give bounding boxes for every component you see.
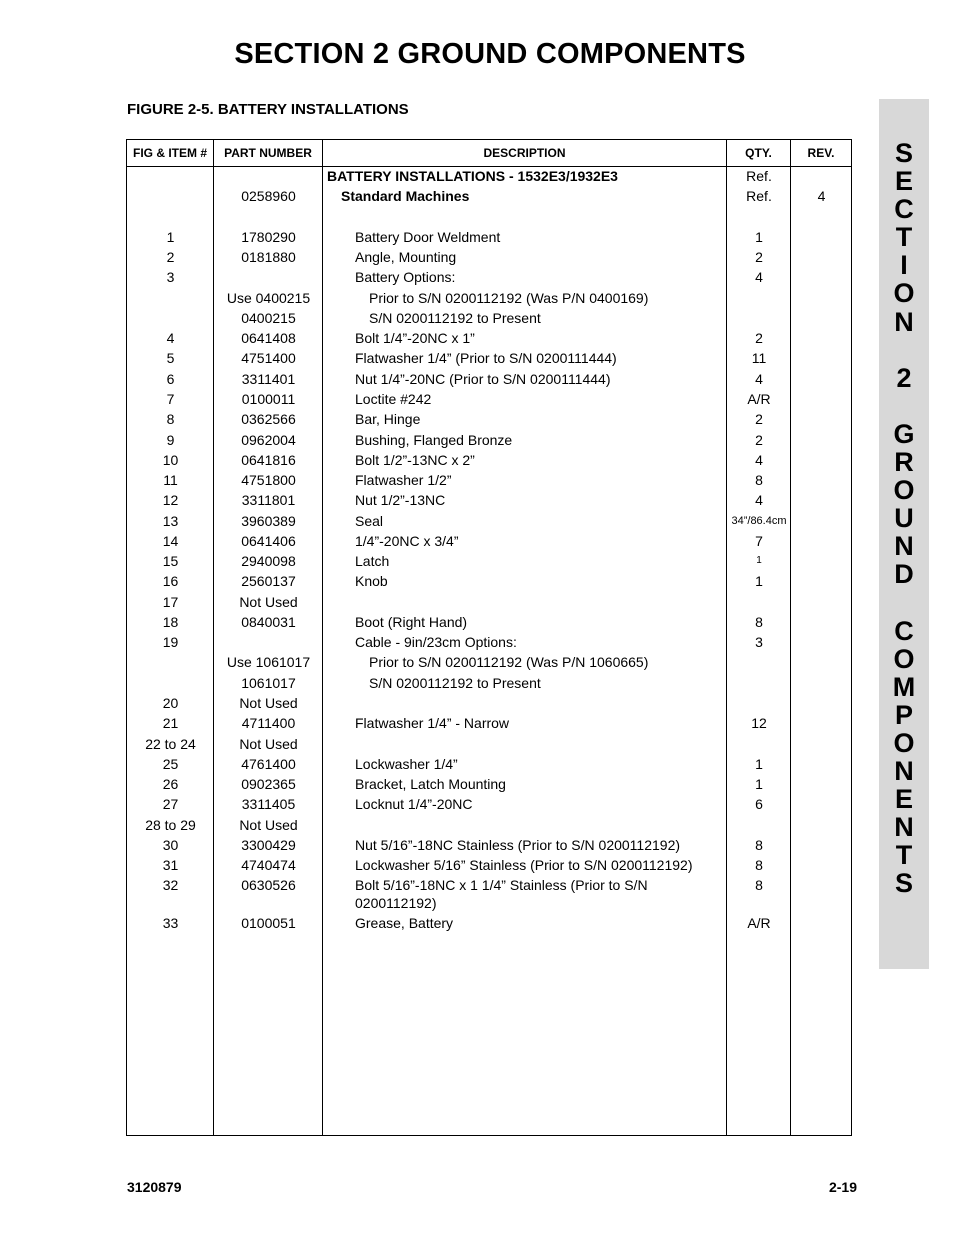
- part-number: 0100051: [241, 915, 296, 931]
- quantity: 6: [755, 796, 763, 812]
- side-tab-letter: M: [892, 671, 916, 702]
- part-number: Not Used: [239, 736, 298, 752]
- side-tab-letter: 2: [896, 362, 912, 393]
- description: Boot (Right Hand): [355, 614, 468, 630]
- part-number: Use 0400215: [226, 290, 311, 306]
- item-number: 28 to 29: [145, 817, 196, 833]
- quantity: 2: [755, 411, 763, 427]
- header-item: FIG & ITEM #: [132, 146, 207, 160]
- description: Prior to S/N 0200112192 (Was P/N 1060665): [369, 654, 649, 670]
- table-header: [127, 140, 851, 167]
- description: Loctite #242: [355, 391, 432, 407]
- side-tab-letter: C: [894, 194, 914, 225]
- side-tab-letter: N: [894, 812, 914, 843]
- side-tab-letter: E: [894, 784, 913, 815]
- part-number: 1061017: [241, 675, 296, 691]
- description: Latch: [355, 553, 390, 569]
- side-tab-letter: R: [894, 447, 914, 478]
- item-number: 1: [166, 229, 175, 245]
- item-number: 25: [162, 756, 179, 772]
- document-number: 3120879: [127, 1179, 182, 1195]
- revision: 4: [817, 188, 826, 204]
- item-number: 7: [166, 391, 175, 407]
- item-number: 4: [166, 330, 175, 346]
- quantity: 8: [755, 472, 763, 488]
- description: Bar, Hinge: [355, 411, 421, 427]
- description: Bushing, Flanged Bronze: [355, 432, 513, 448]
- description: 1/4”-20NC x 3/4”: [355, 533, 459, 549]
- side-tab-letter: O: [893, 643, 915, 674]
- header-rev: REV.: [807, 146, 835, 160]
- description: Flatwasher 1/4” - Narrow: [355, 715, 510, 731]
- side-tab-letter: O: [893, 278, 915, 309]
- quantity: A/R: [747, 915, 771, 931]
- part-number: 0962004: [241, 432, 296, 448]
- header-qty: QTY.: [745, 146, 772, 160]
- description: Bolt 1/2”-13NC x 2”: [355, 452, 475, 468]
- item-number: 31: [162, 857, 179, 873]
- side-tab-letter: N: [894, 306, 914, 337]
- part-number: Not Used: [239, 695, 298, 711]
- description: Nut 1/4”-20NC (Prior to S/N 0200111444): [355, 371, 611, 387]
- description: S/N 0200112192 to Present: [369, 675, 541, 691]
- section-side-tab: [879, 99, 929, 969]
- quantity: 1: [755, 756, 763, 772]
- quantity: 3: [755, 634, 763, 650]
- item-number: 18: [162, 614, 179, 630]
- part-number: 0630526: [241, 877, 296, 893]
- quantity: 1: [755, 776, 763, 792]
- description: Lockwasher 1/4”: [355, 756, 458, 772]
- part-number: 4751800: [241, 472, 296, 488]
- quantity: 8: [755, 837, 763, 853]
- quantity: 1: [756, 555, 762, 566]
- description: Bolt 5/16”-18NC x 1 1/4” Stainless (Prior to S/N 0200112192): [355, 877, 648, 911]
- header-description: DESCRIPTION: [483, 146, 566, 160]
- side-tab-letter: S: [894, 868, 913, 899]
- item-number: 3: [166, 269, 175, 285]
- description: Battery Options:: [355, 269, 456, 285]
- part-number: 0100011: [241, 391, 296, 407]
- part-number: 0181880: [241, 249, 296, 265]
- side-tab-letter: T: [895, 222, 913, 253]
- part-number: 4751400: [241, 350, 296, 366]
- item-number: 30: [162, 837, 179, 853]
- description: Battery Door Weldment: [355, 229, 501, 245]
- item-number: 22 to 24: [145, 736, 196, 752]
- item-number: 27: [162, 796, 179, 812]
- quantity: 2: [755, 330, 763, 346]
- part-number: 3300429: [241, 837, 296, 853]
- part-number: 2560137: [241, 573, 296, 589]
- side-tab-letter: T: [895, 840, 913, 871]
- side-tab-letter: I: [900, 250, 908, 281]
- part-number: 0400215: [241, 310, 296, 326]
- quantity: 34”/86.4cm: [731, 515, 787, 527]
- item-number: 8: [166, 411, 175, 427]
- item-number: 9: [166, 432, 175, 448]
- item-number: 20: [162, 695, 179, 711]
- side-tab-letter: D: [894, 559, 914, 590]
- item-number: 32: [162, 877, 179, 893]
- part-number: 0902365: [241, 776, 296, 792]
- section-title: SECTION 2 GROUND COMPONENTS: [234, 38, 746, 70]
- part-number: 0362566: [241, 411, 296, 427]
- quantity: Ref.: [746, 188, 772, 204]
- side-tab-letter: O: [893, 475, 915, 506]
- item-number: 14: [162, 533, 179, 549]
- quantity: 12: [751, 715, 767, 731]
- description: Lockwasher 5/16” Stainless (Prior to S/N 0200112192): [355, 857, 693, 873]
- item-number: 10: [162, 452, 179, 468]
- description: Standard Machines: [341, 188, 470, 204]
- part-number: 3311405: [241, 796, 296, 812]
- part-number: 0641816: [241, 452, 296, 468]
- description: Bracket, Latch Mounting: [355, 776, 506, 792]
- quantity: 4: [755, 452, 763, 468]
- side-tab-letter: O: [893, 727, 915, 758]
- quantity: 4: [755, 371, 763, 387]
- side-tab-letter: U: [894, 503, 914, 534]
- item-number: 12: [162, 492, 179, 508]
- part-number: Use 1061017: [226, 654, 311, 670]
- side-tab-letter: [879, 392, 929, 420]
- part-number: 0840031: [241, 614, 296, 630]
- description: BATTERY INSTALLATIONS - 1532E3/1932E3: [327, 168, 618, 184]
- item-number: 15: [162, 553, 179, 569]
- part-number: 0641406: [241, 533, 296, 549]
- quantity: 8: [755, 614, 763, 630]
- description: Nut 1/2”-13NC: [355, 492, 446, 508]
- part-number: 3311801: [241, 492, 296, 508]
- side-tab-letter: N: [894, 756, 914, 787]
- item-number: 19: [162, 634, 179, 650]
- description: Prior to S/N 0200112192 (Was P/N 0400169): [369, 290, 649, 306]
- description: Flatwasher 1/4” (Prior to S/N 0200111444): [355, 350, 617, 366]
- item-number: 21: [162, 715, 179, 731]
- item-number: 2: [166, 249, 175, 265]
- part-number: 1780290: [241, 229, 296, 245]
- item-number: 5: [166, 350, 175, 366]
- quantity: 11: [751, 350, 767, 366]
- side-tab-label: [879, 139, 929, 898]
- part-number: Not Used: [239, 817, 298, 833]
- part-number: 3960389: [241, 513, 296, 529]
- quantity: Ref.: [746, 168, 772, 184]
- description: Knob: [355, 573, 388, 589]
- item-number: 16: [162, 573, 179, 589]
- part-number: Not Used: [239, 594, 298, 610]
- part-number: 0258960: [241, 188, 296, 204]
- item-number: 6: [166, 371, 175, 387]
- quantity: 2: [755, 249, 763, 265]
- description: Angle, Mounting: [355, 249, 457, 265]
- item-number: 13: [162, 513, 179, 529]
- quantity: 8: [755, 877, 763, 893]
- quantity: A/R: [747, 391, 771, 407]
- side-tab-letter: G: [893, 418, 915, 449]
- part-number: 2940098: [241, 553, 296, 569]
- side-tab-letter: N: [894, 531, 914, 562]
- description: S/N 0200112192 to Present: [369, 310, 541, 326]
- item-number: 26: [162, 776, 179, 792]
- quantity: 8: [755, 857, 763, 873]
- item-number: 17: [162, 594, 179, 610]
- quantity: 4: [755, 269, 763, 285]
- item-number: 33: [162, 915, 179, 931]
- side-tab-letter: E: [894, 166, 913, 197]
- part-number: 4761400: [241, 756, 296, 772]
- part-number: 4711400: [241, 715, 296, 731]
- quantity: 4: [755, 492, 763, 508]
- description: Locknut 1/4”-20NC: [355, 796, 473, 812]
- quantity: 7: [755, 533, 763, 549]
- page-number: 2-19: [828, 1179, 857, 1195]
- description: Flatwasher 1/2”: [355, 472, 452, 488]
- header-part-number: PART NUMBER: [224, 146, 312, 160]
- description: Grease, Battery: [355, 915, 454, 931]
- side-tab-letter: P: [894, 699, 913, 730]
- description: Cable - 9in/23cm Options:: [355, 634, 517, 650]
- figure-title: FIGURE 2-5. BATTERY INSTALLATIONS: [127, 101, 409, 118]
- part-number: 0641408: [241, 330, 296, 346]
- description: Bolt 1/4”-20NC x 1”: [355, 330, 475, 346]
- item-number: 11: [163, 472, 178, 488]
- part-number: 4740474: [241, 857, 296, 873]
- side-tab-letter: C: [894, 615, 914, 646]
- quantity: 1: [755, 229, 763, 245]
- side-tab-letter: [879, 589, 929, 617]
- quantity: 1: [755, 573, 763, 589]
- quantity: 2: [755, 432, 763, 448]
- description: Nut 5/16”-18NC Stainless (Prior to S/N 0200112192): [355, 837, 681, 853]
- part-number: 3311401: [241, 371, 296, 387]
- side-tab-letter: S: [894, 138, 913, 168]
- side-tab-letter: [879, 336, 929, 364]
- parts-table: [126, 139, 852, 1136]
- description: Seal: [355, 513, 384, 529]
